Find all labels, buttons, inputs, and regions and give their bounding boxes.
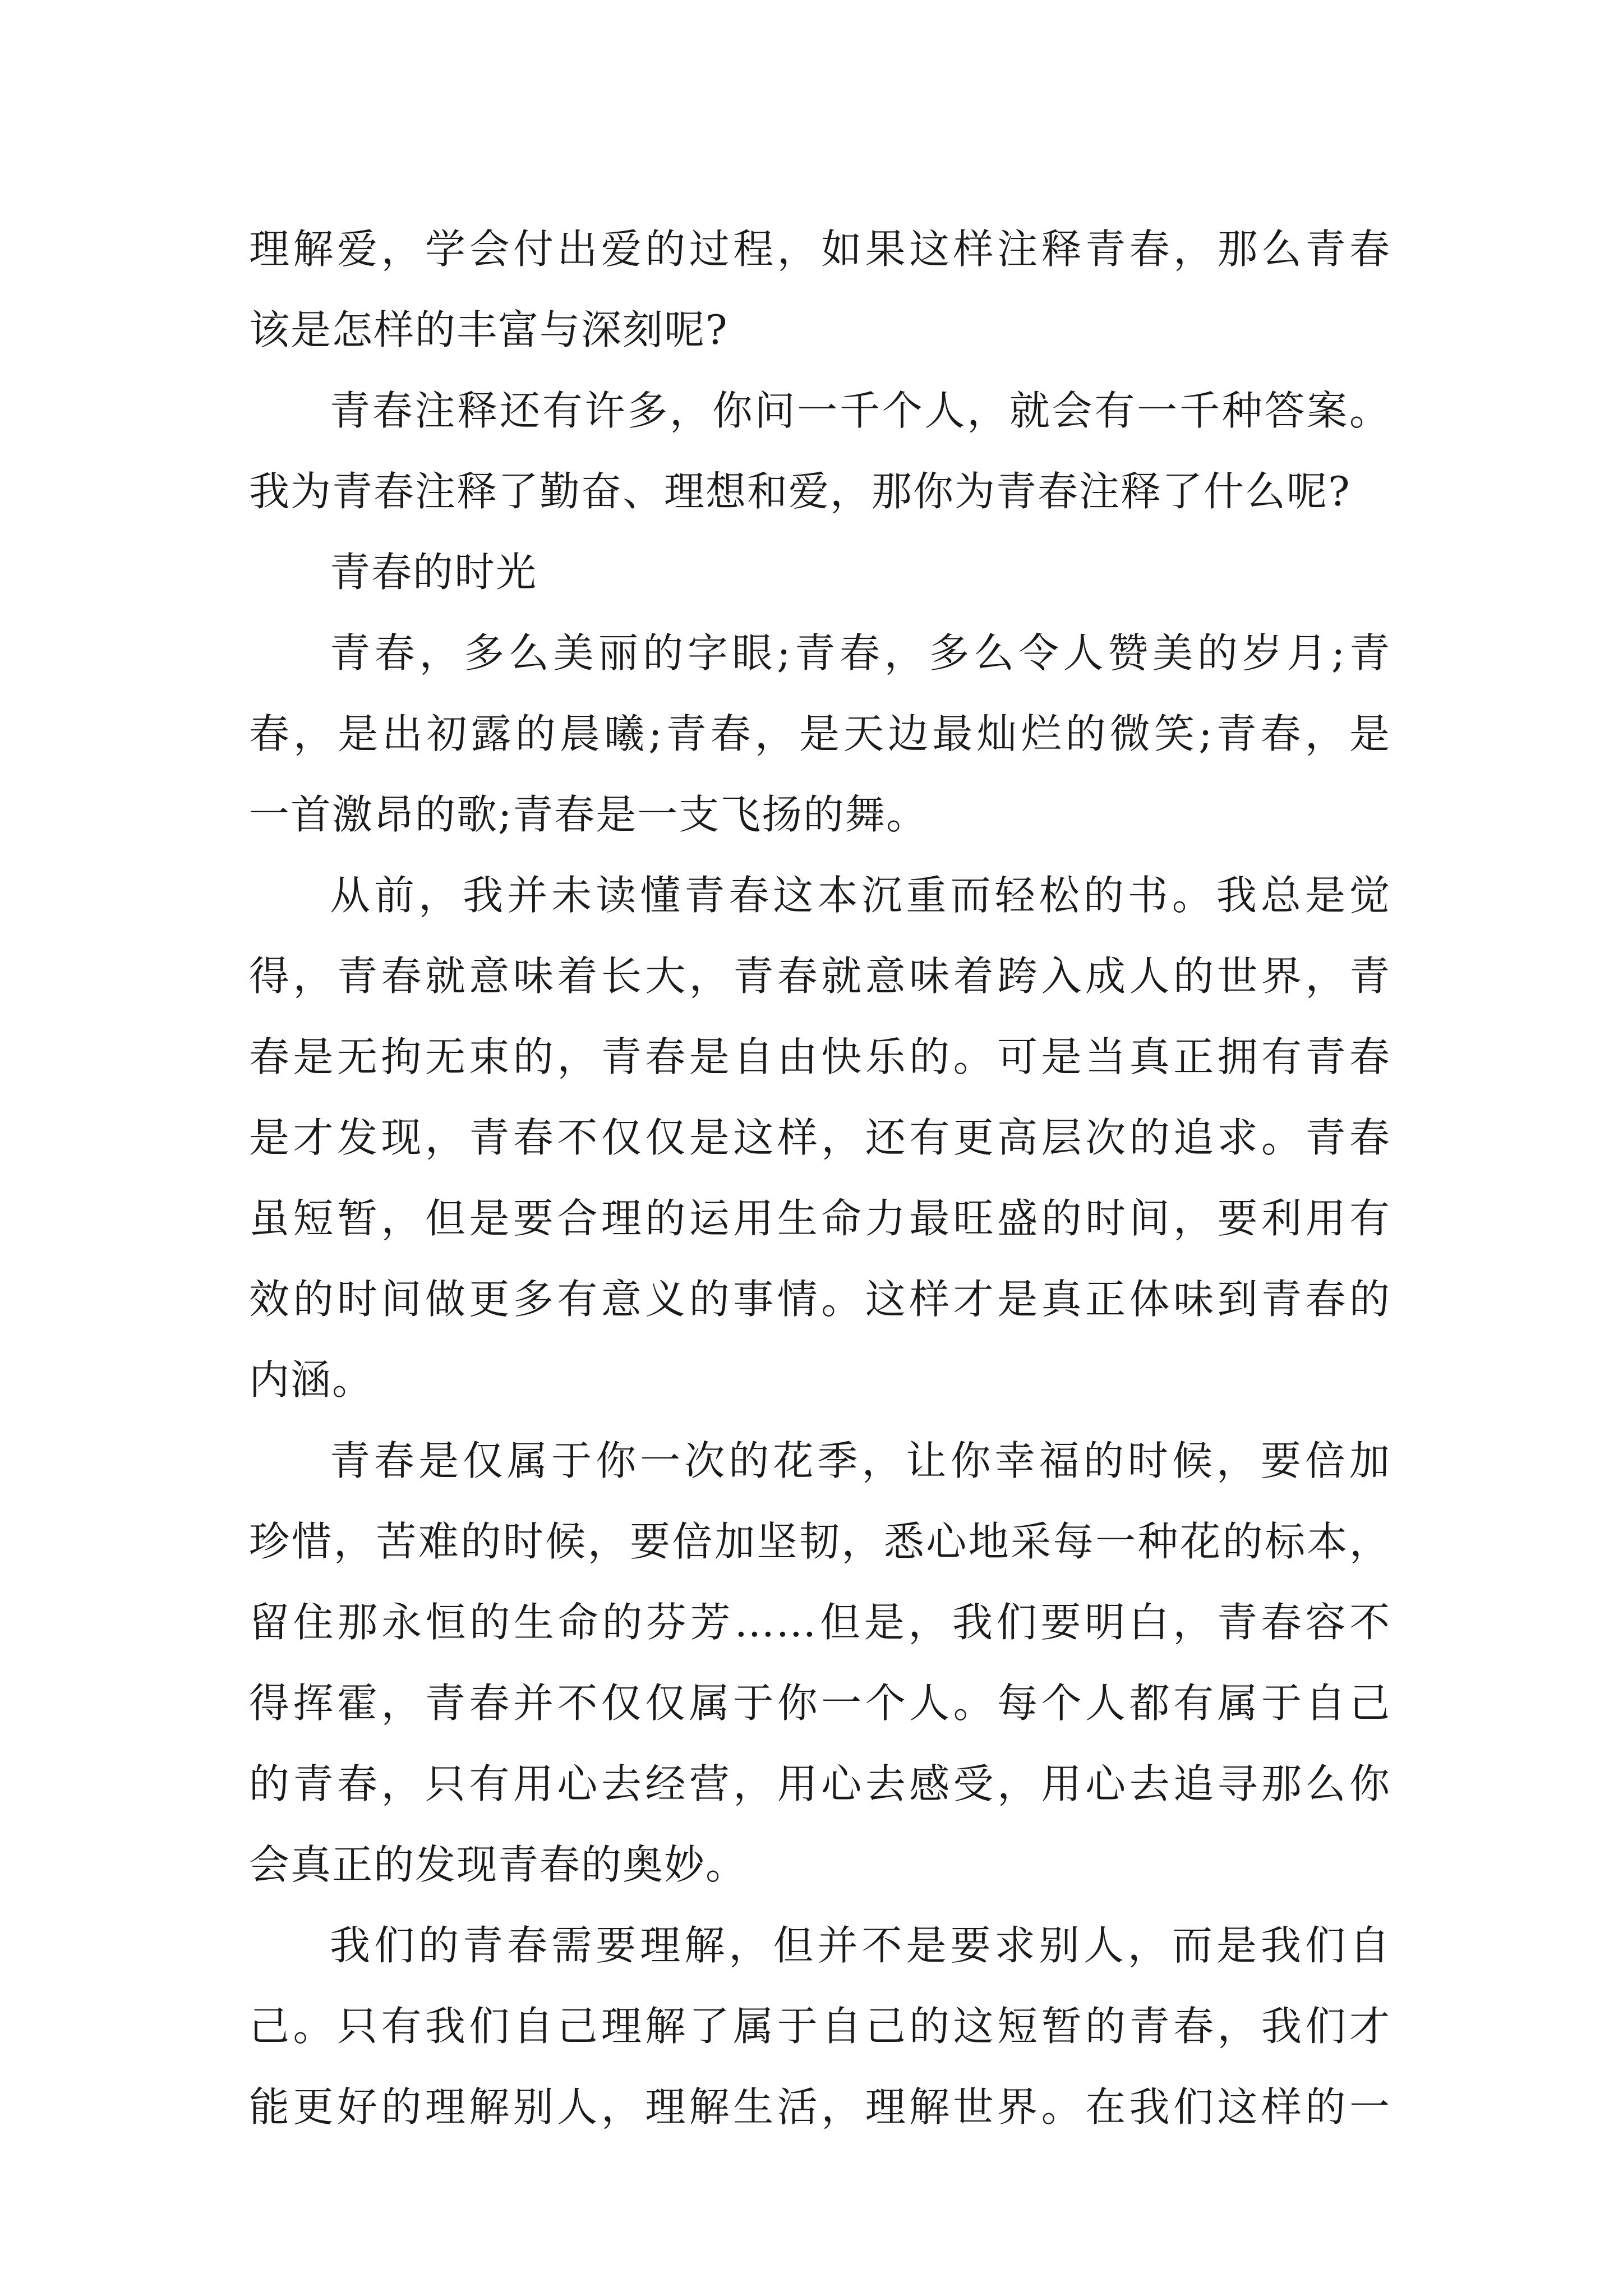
text-line: 该是怎样的丰富与深刻呢? xyxy=(249,306,728,353)
paragraph xyxy=(249,209,1391,370)
text-line: 春是无拘无束的，青春是自由快乐的。可是当真正拥有青春 xyxy=(249,1033,1391,1080)
text-line: 效的时间做更多有意义的事情。这样才是真正体味到青春的 xyxy=(249,1276,1391,1323)
text-line: 是才发现，青春不仅仅是这样，还有更高层次的追求。青春 xyxy=(249,1114,1391,1161)
text-line: 留住那永恒的生命的芬芳……但是，我们要明白，青春容不 xyxy=(249,1599,1391,1646)
text-line: 青春是仅属于你一次的花季，让你幸福的时候，要倍加 xyxy=(330,1437,1391,1484)
text-line: 得，青春就意味着长大，青春就意味着跨入成人的世界，青 xyxy=(249,953,1391,1000)
document-body xyxy=(249,209,1391,2147)
paragraph xyxy=(249,1420,1391,1905)
text-line: 能更好的理解别人，理解生活，理解世界。在我们这样的一 xyxy=(249,2083,1391,2131)
text-line: 理解爱，学会付出爱的过程，如果这样注释青春，那么青春 xyxy=(249,226,1391,273)
text-line: 青春的时光 xyxy=(330,549,538,596)
text-line: 的青春，只有用心去经营，用心去感受，用心去追寻那么你 xyxy=(249,1760,1391,1807)
text-line: 得挥霍，青春并不仅仅属于你一个人。每个人都有属于自己 xyxy=(249,1680,1391,1727)
text-line: 一首激昂的歌;青春是一支飞扬的舞。 xyxy=(249,791,928,838)
text-line: 内涵。 xyxy=(249,1356,374,1404)
text-line: 珍惜，苦难的时候，要倍加坚韧，悉心地采每一种花的标本， xyxy=(249,1518,1391,1565)
paragraph xyxy=(249,370,1391,532)
text-line: 青春，多么美丽的字眼;青春，多么令人赞美的岁月;青 xyxy=(330,629,1391,677)
text-line: 会真正的发现青春的奥妙。 xyxy=(249,1841,748,1888)
paragraph xyxy=(249,1905,1391,2147)
paragraph xyxy=(249,613,1391,855)
paragraph xyxy=(249,532,1391,613)
text-line: 虽短暂，但是要合理的运用生命力最旺盛的时间，要利用有 xyxy=(249,1195,1391,1242)
text-line: 青春注释还有许多，你问一千个人，就会有一千种答案。 xyxy=(330,387,1391,434)
text-line: 从前，我并未读懂青春这本沉重而轻松的书。我总是觉 xyxy=(330,872,1391,919)
text-line: 我为青春注释了勤奋、理想和爱，那你为青春注释了什么呢? xyxy=(249,468,1351,515)
text-line: 己。只有我们自己理解了属于自己的这短暂的青春，我们才 xyxy=(249,2003,1391,2050)
paragraph xyxy=(249,855,1391,1420)
text-line: 春，是出初露的晨曦;青春，是天边最灿烂的微笑;青春，是 xyxy=(249,710,1391,757)
text-line: 我们的青春需要理解，但并不是要求别人，而是我们自 xyxy=(330,1922,1391,1969)
